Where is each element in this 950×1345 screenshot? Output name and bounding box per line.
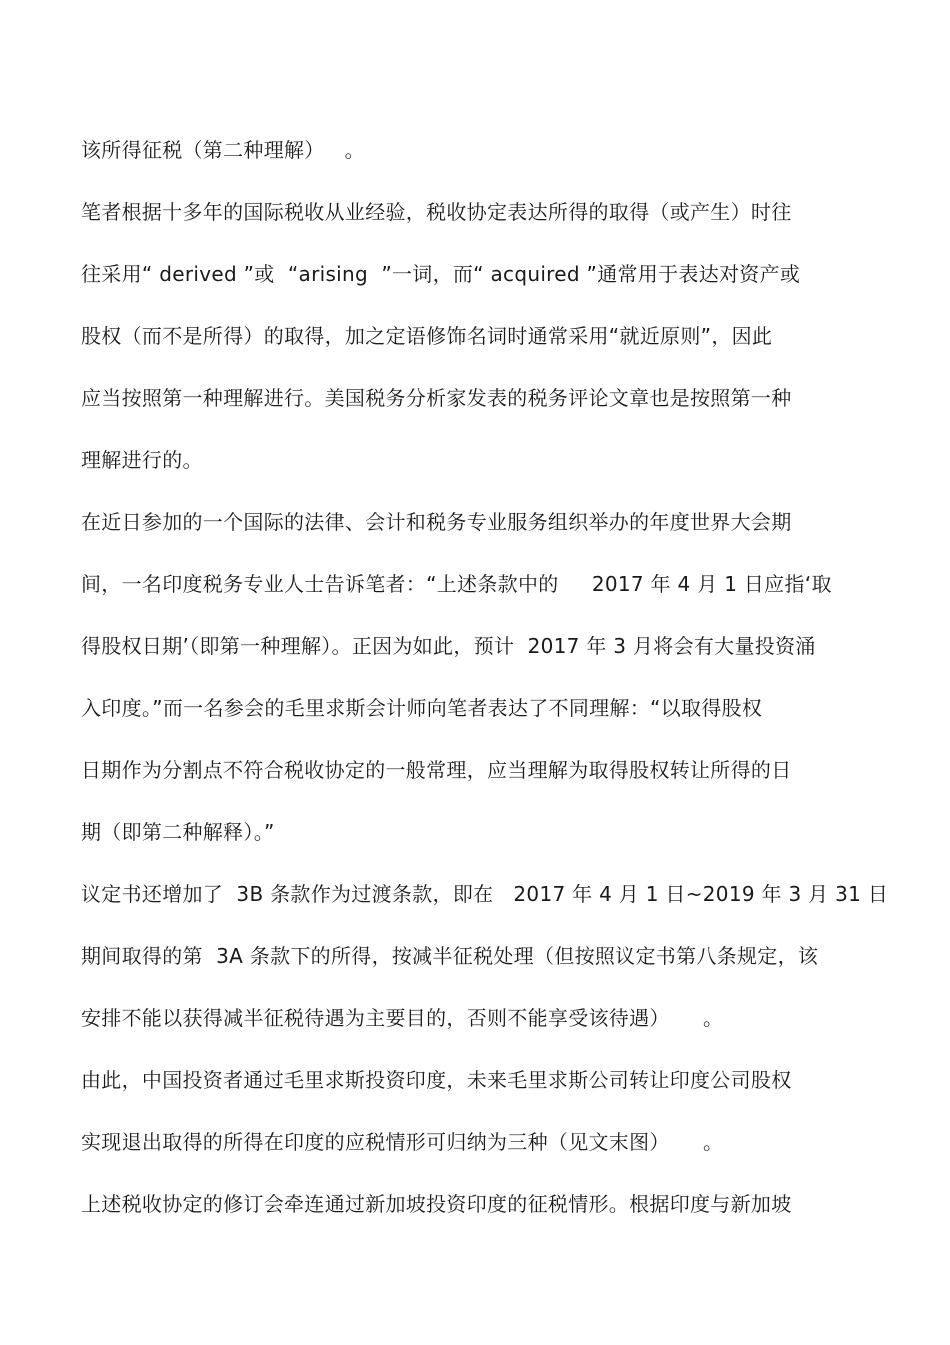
text-line: 期间取得的第 3A 条款下的所得，按减半征税处理（但按照议定书第八条规定，该 <box>81 944 819 968</box>
text-line: 议定书还增加了 3B 条款作为过渡条款，即在 2017 年 4 月 1 日~2019 年 3 月 31 日 <box>81 882 889 906</box>
text-line: 期（即第二种解释）。” <box>81 820 275 844</box>
text-line: 日期作为分割点不符合税收协定的一般常理，应当理解为取得股权转让所得的日 <box>81 758 792 782</box>
text-line: 往采用“ derived ”或 “arising ”一词，而“ acquired ”通常用于表达对资产或 <box>81 262 801 286</box>
text-line: 应当按照第一种理解进行。美国税务分析家发表的税务评论文章也是按照第一种 <box>81 386 792 410</box>
text-line: 入印度。”而一名参会的毛里求斯会计师向笔者表达了不同理解：“以取得股权 <box>81 696 763 720</box>
text-line: 上述税收协定的修订会牵连通过新加坡投资印度的征税情形。根据印度与新加坡 <box>81 1192 792 1216</box>
text-line: 在近日参加的一个国际的法律、会计和税务专业服务组织举办的年度世界大会期 <box>81 510 792 534</box>
text-line: 理解进行的。 <box>81 448 203 472</box>
text-line: 该所得征税（第二种理解） 。 <box>81 138 365 162</box>
text-line: 股权（而不是所得）的取得，加之定语修饰名词时通常采用“就近原则”，因此 <box>81 324 773 348</box>
text-line: 间，一名印度税务专业人士告诉笔者：“上述条款中的 2017 年 4 月 1 日应指‘取 <box>81 572 832 596</box>
text-line: 笔者根据十多年的国际税收从业经验，税收协定表达所得的取得（或产生）时往 <box>81 200 792 224</box>
text-line: 由此，中国投资者通过毛里求斯投资印度，未来毛里求斯公司转让印度公司股权 <box>81 1068 792 1092</box>
text-line: 实现退出取得的所得在印度的应税情形可归纳为三种（见文末图） 。 <box>81 1130 724 1154</box>
text-line: 安排不能以获得减半征税待遇为主要目的，否则不能享受该待遇） 。 <box>81 1006 724 1030</box>
text-line: 得股权日期’（即第一种理解）。正因为如此，预计 2017 年 3 月将会有大量投资涌 <box>81 634 816 658</box>
